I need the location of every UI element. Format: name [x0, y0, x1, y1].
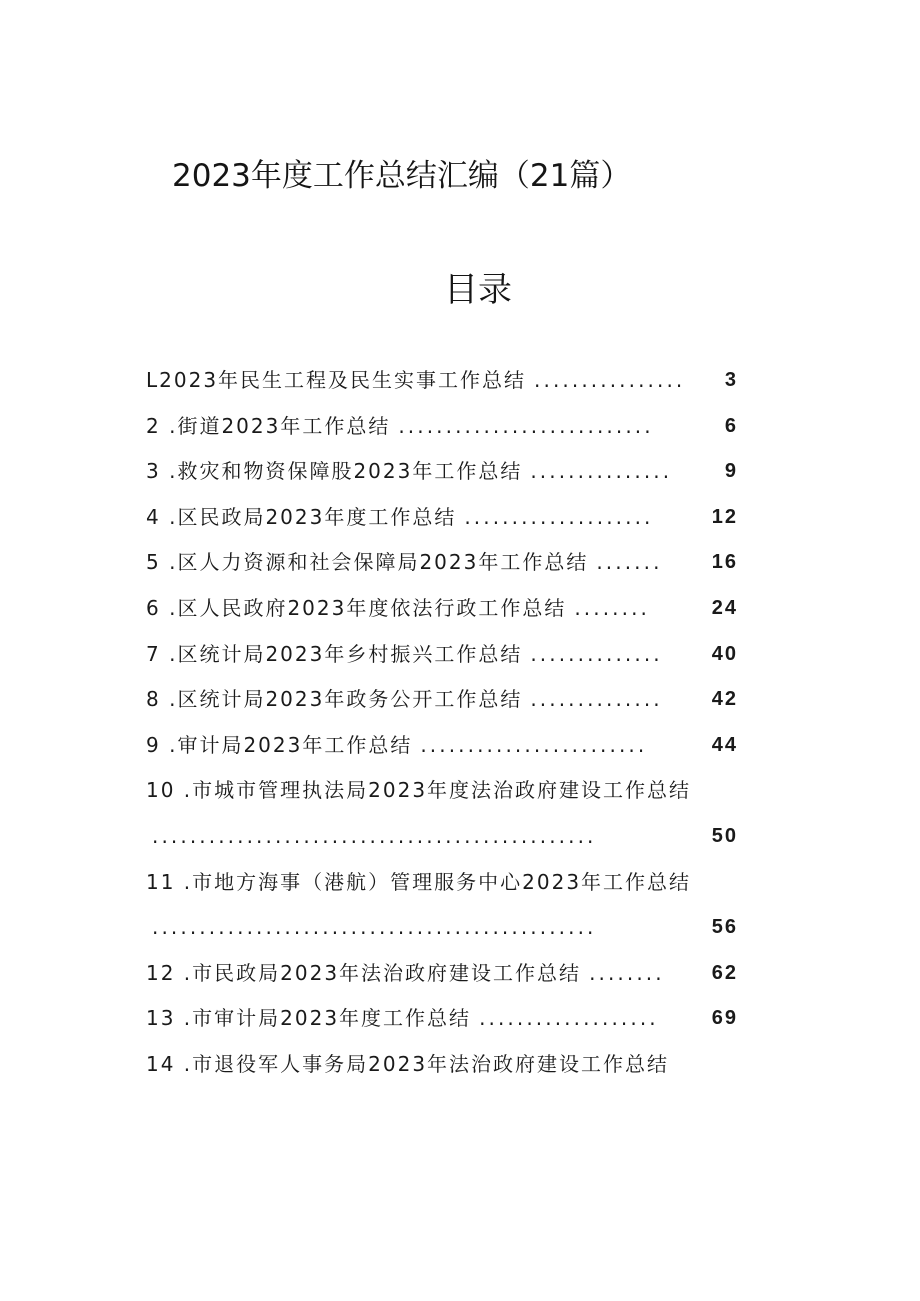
toc-entry-page: 16	[711, 551, 738, 574]
toc-entry-page: 3	[724, 369, 738, 391]
toc-entry[interactable]	[146, 412, 738, 440]
toc-entry-page: 24	[711, 597, 738, 619]
toc-heading: 目录	[444, 270, 512, 310]
toc-leader-dots: ........................	[420, 732, 648, 757]
toc-entry-page: 69	[711, 1007, 738, 1030]
toc-entry-page: 9	[724, 460, 738, 483]
toc-entry-page: 44	[711, 733, 738, 756]
toc-leader-dots: ........	[574, 596, 651, 620]
toc-entry[interactable]	[146, 640, 738, 668]
document-title: 2023年度工作总结汇编（21篇）	[172, 158, 632, 194]
toc-entry[interactable]	[146, 822, 738, 850]
toc-entry[interactable]	[146, 959, 738, 987]
toc-leader-dots: .......	[596, 550, 663, 575]
toc-leader-dots: ....................	[464, 504, 654, 529]
toc-entry-page: 56	[711, 916, 738, 939]
toc-entry[interactable]	[146, 1004, 738, 1032]
toc-entry-page: 6	[724, 414, 738, 437]
toc-leader-dots: ...............................................	[152, 915, 597, 940]
toc-leader-dots: ........	[589, 960, 665, 985]
toc-entry-label: 4 .区民政局2023年度工作总结	[146, 504, 457, 529]
toc-entry[interactable]	[146, 457, 738, 485]
toc-leader-dots: ...................	[479, 1006, 659, 1031]
toc-entry[interactable]	[146, 731, 738, 759]
toc-leader-dots: ..............	[530, 641, 663, 666]
toc-entry-label: 5 .区人力资源和社会保障局2023年工作总结	[146, 550, 589, 575]
toc-entry-label: 2 .街道2023年工作总结	[146, 413, 391, 438]
toc-entry-page: 62	[711, 961, 738, 984]
toc-entry-label: 14 .市退役军人事务局2023年法治政府建设工作总结	[146, 1052, 670, 1076]
toc-leader-dots: ..............	[530, 687, 663, 712]
toc-leader-dots: ...............................................	[152, 824, 597, 848]
toc-entry-label: 12 .市民政局2023年法治政府建设工作总结	[146, 960, 582, 985]
toc-entry[interactable]	[146, 685, 738, 713]
toc-entry[interactable]	[146, 1050, 738, 1078]
toc-entry-label: 13 .市审计局2023年度工作总结	[146, 1006, 472, 1031]
toc-entry-label: L2023年民生工程及民生实事工作总结	[146, 368, 527, 392]
toc-entry[interactable]	[146, 503, 738, 531]
toc-entry[interactable]	[146, 776, 738, 804]
toc-entry-label: 7 .区统计局2023年乡村振兴工作总结	[146, 641, 523, 666]
toc-entry[interactable]	[146, 913, 738, 941]
toc-entry-label: 9 .审计局2023年工作总结	[146, 732, 413, 757]
toc-entry-label: 6 .区人民政府2023年度依法行政工作总结	[146, 596, 567, 620]
toc-leader-dots: ................	[534, 368, 686, 392]
toc-entry-page: 50	[711, 825, 738, 847]
toc-entry-label: 3 .救灾和物资保障股2023年工作总结	[146, 459, 523, 484]
toc-entry[interactable]	[146, 366, 738, 394]
toc-entry-label: 11 .市地方海事（港航）管理服务中心2023年工作总结	[146, 869, 692, 894]
toc-entry-label: 10 .市城市管理执法局2023年度法治政府建设工作总结	[146, 778, 692, 803]
toc-entry[interactable]	[146, 868, 738, 896]
toc-entry-page: 42	[711, 688, 738, 711]
toc-entry[interactable]	[146, 594, 738, 622]
toc-leader-dots: ...............	[530, 459, 673, 484]
toc-entry-page: 12	[711, 505, 738, 528]
toc-leader-dots: ...........................	[398, 413, 654, 438]
toc-entry-page: 40	[711, 642, 738, 665]
toc-entry[interactable]	[146, 548, 738, 576]
toc-entry-label: 8 .区统计局2023年政务公开工作总结	[146, 687, 523, 712]
